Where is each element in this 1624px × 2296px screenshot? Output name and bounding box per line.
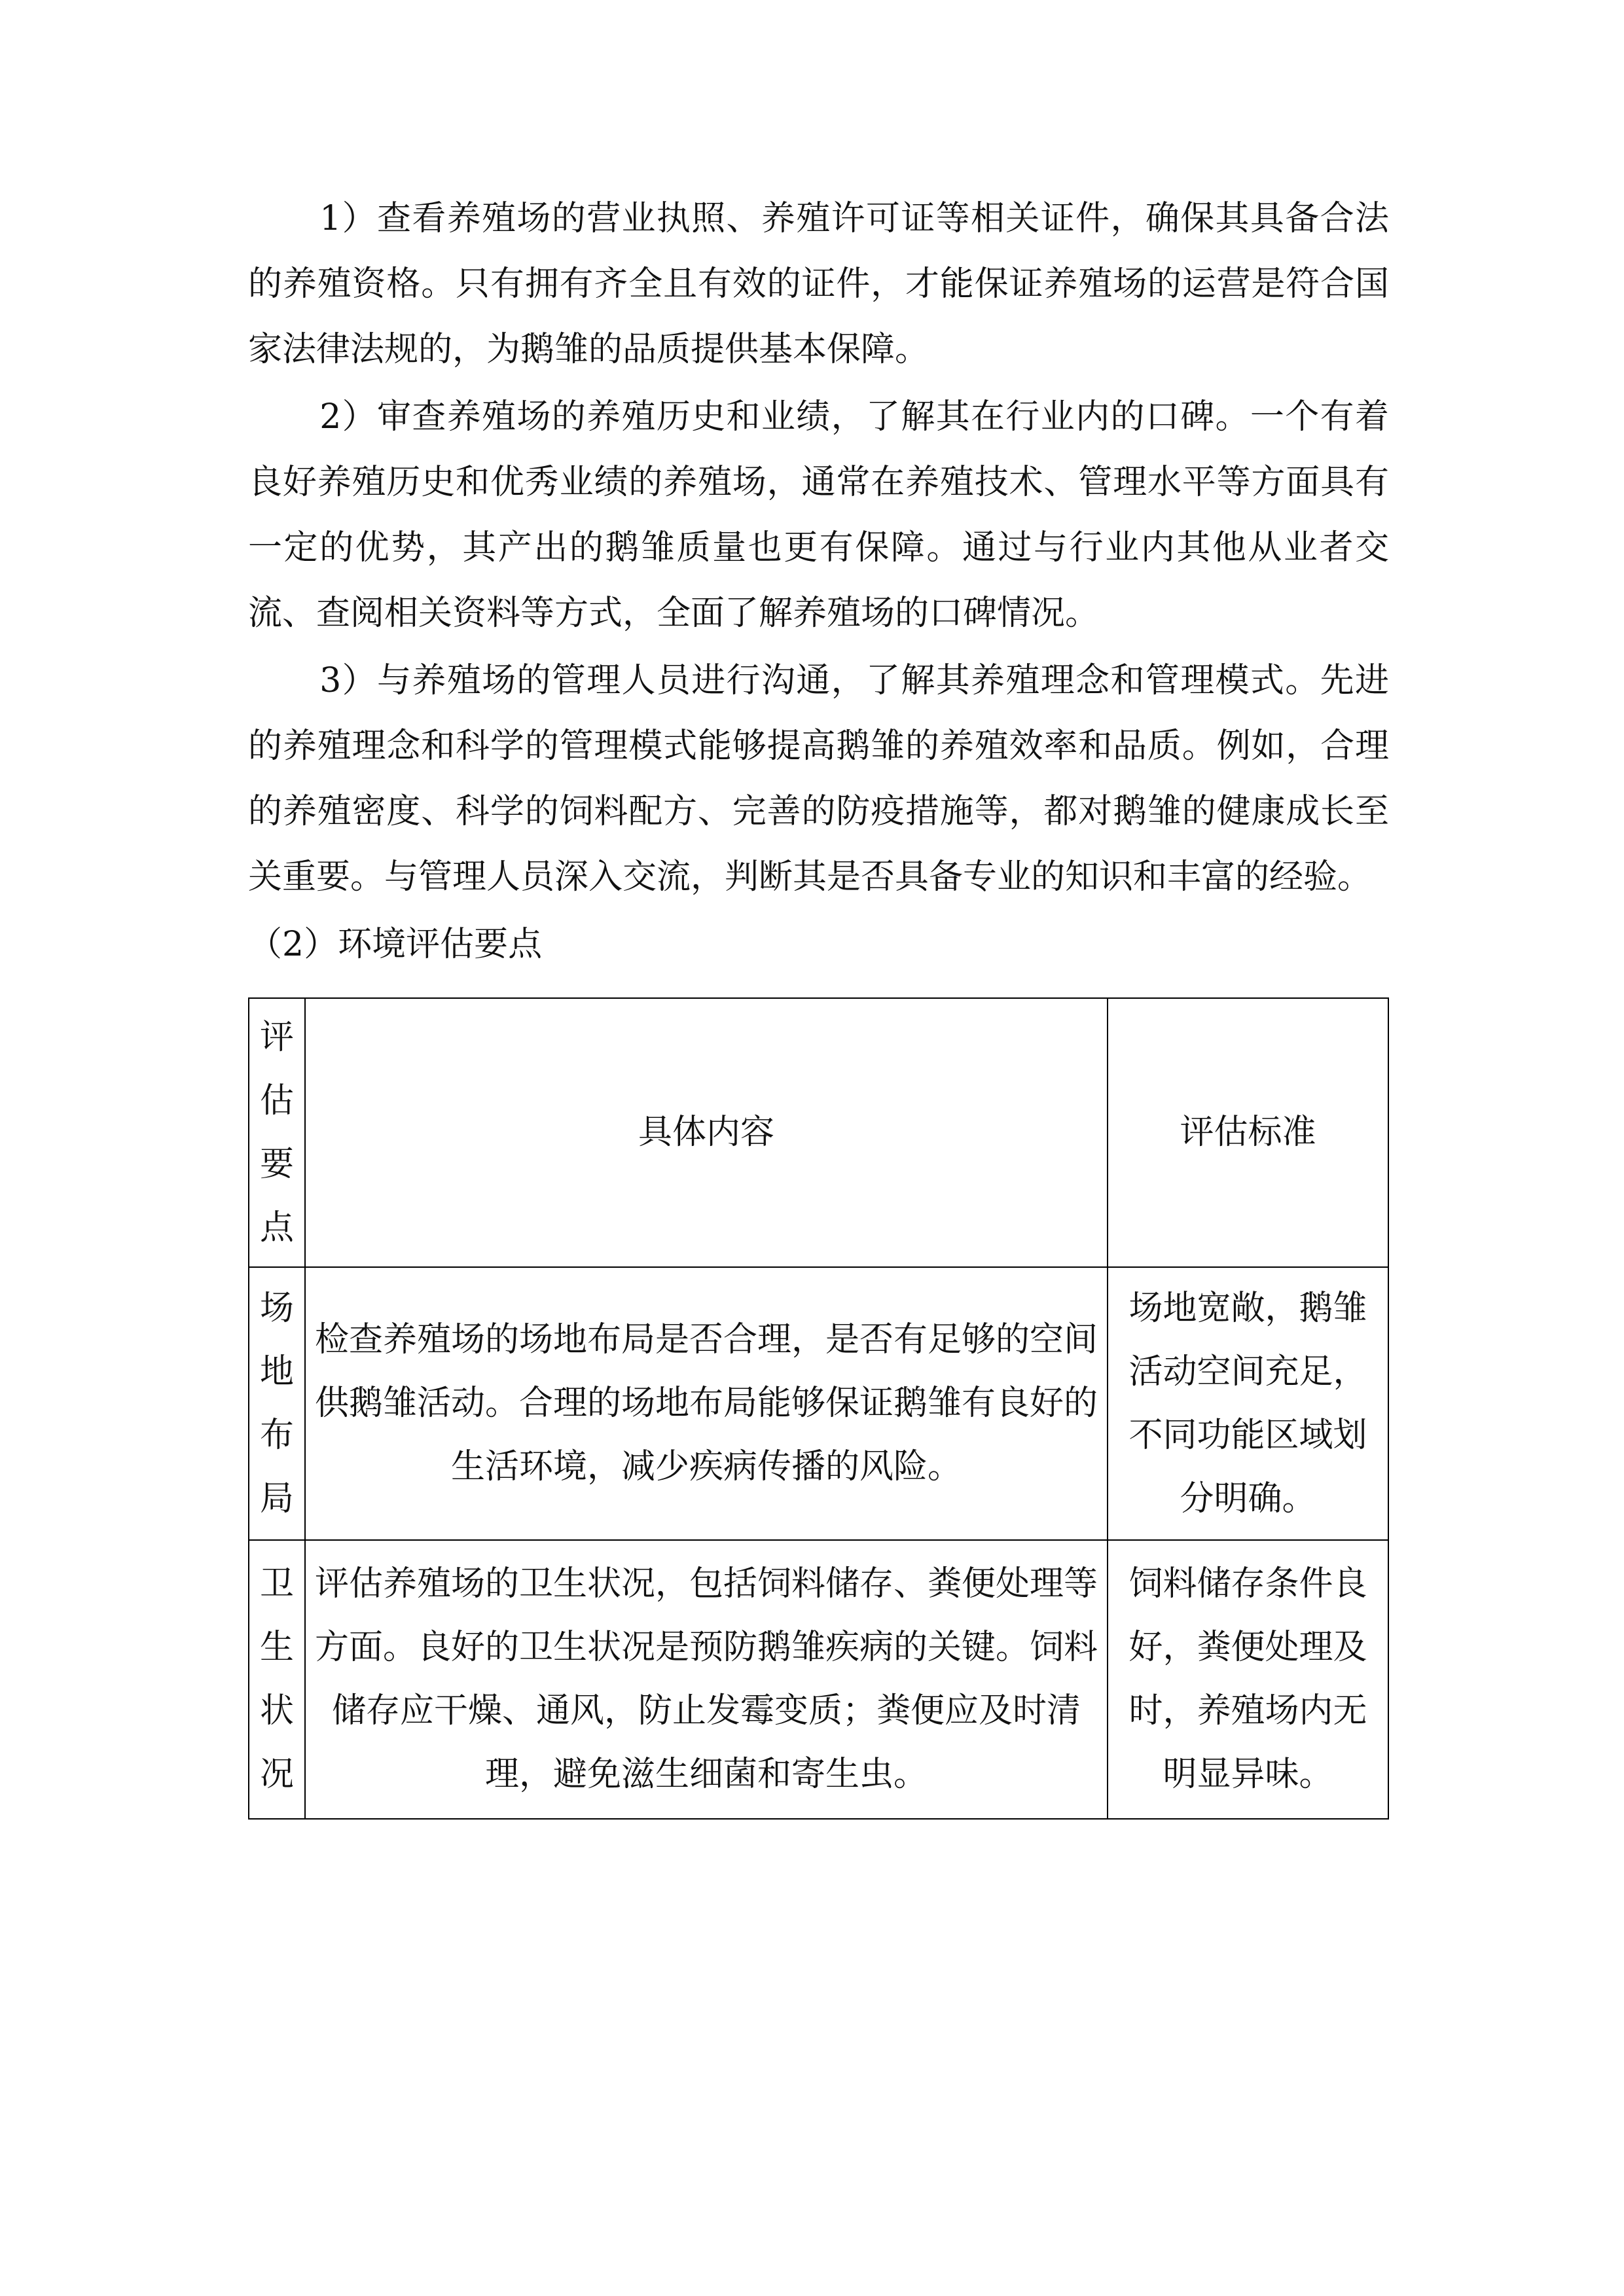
table-row: [249, 1540, 1388, 1819]
cell-point: 卫 生 状 况: [249, 1540, 305, 1819]
assessment-table: [248, 997, 1389, 1820]
header-cell-content: 具体内容: [305, 998, 1108, 1267]
cell-point: 场 地 布 局: [249, 1267, 305, 1540]
table-row: [249, 1267, 1388, 1540]
paragraph-1: 1）查看养殖场的营业执照、养殖许可证等相关证件，确保其具备合法的养殖资格。只有拥有齐全且有效的证件，才能保证养殖场的运营是符合国家法律法规的，为鹅雏的品质提供基本保障。: [248, 199, 1389, 369]
header-cell-point: 评 估 要 点: [249, 998, 305, 1267]
document-body: [248, 186, 1389, 977]
cell-content: 检查养殖场的场地布局是否合理，是否有足够的空间供鹅雏活动。合理的场地布局能够保证鹅雏有良好的生活环境，减少疾病传播的风险。: [305, 1267, 1108, 1540]
header-cell-standard: 评估标准: [1108, 998, 1388, 1267]
paragraph-2: 2）审查养殖场的养殖历史和业绩，了解其在行业内的口碑。一个有着良好养殖历史和优秀业绩的养殖场，通常在养殖技术、管理水平等方面具有一定的优势，其产出的鹅雏质量也更有保障。通过与行业内其他从业者交流、查阅相关资料等方式，全面了解养殖场的口碑情况。: [248, 397, 1389, 633]
section-heading: （2）环境评估要点: [248, 925, 543, 964]
cell-standard: 场地宽敞，鹅雏活动空间充足，不同功能区域划分明确。: [1108, 1267, 1388, 1540]
paragraph-3: 3）与养殖场的管理人员进行沟通，了解其养殖理念和管理模式。先进的养殖理念和科学的管理模式能够提高鹅雏的养殖效率和品质。例如，合理的养殖密度、科学的饲料配方、完善的防疫措施等，都对鹅雏的健康成长至关重要。与管理人员深入交流，判断其是否具备专业的知识和丰富的经验。: [248, 661, 1389, 897]
cell-content: 评估养殖场的卫生状况，包括饲料储存、粪便处理等方面。良好的卫生状况是预防鹅雏疾病的关键。饲料储存应干燥、通风，防止发霉变质；粪便应及时清理，避免滋生细菌和寄生虫。: [305, 1540, 1108, 1819]
cell-standard: 饲料储存条件良好，粪便处理及时，养殖场内无明显异味。: [1108, 1540, 1388, 1819]
table-header-row: [249, 998, 1388, 1267]
